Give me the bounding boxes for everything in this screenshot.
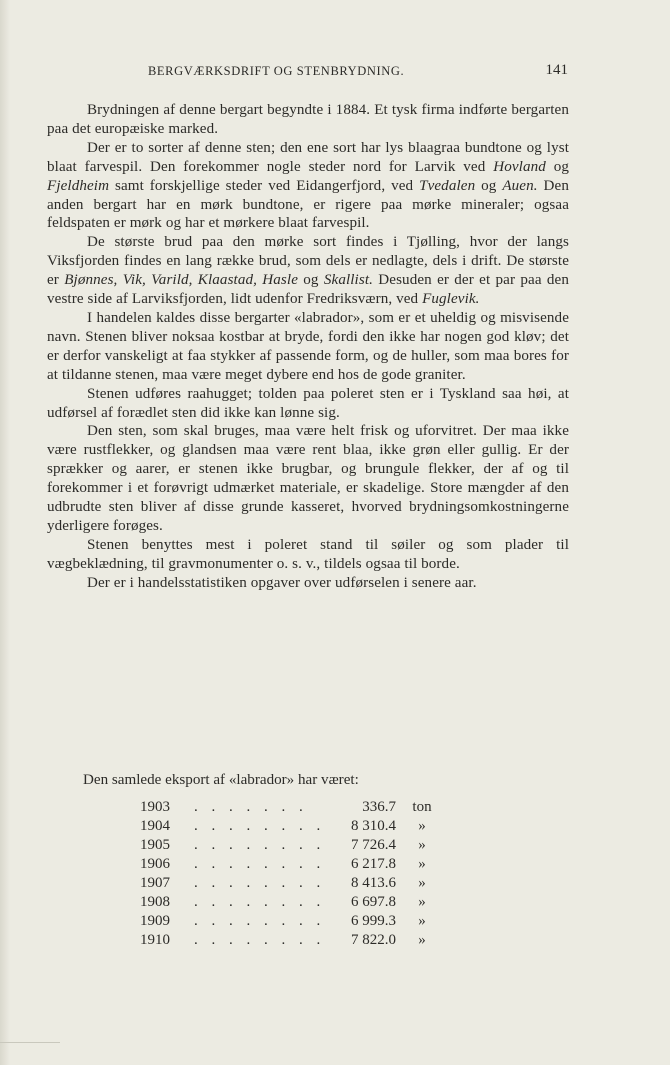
paragraph-text: Den sten, som skal bruges, maa være helt frisk og uforvitret. Der maa ikke være rustflekker, og glandsen maa være rent blaa, ikke grøn eller gullig. Er der sprækker og aarer, er stenen ikke brugbar, og brungule flekker, der af og til forekommer i et forøvrigt udmærket materiale, er skadelige. Store mængder af den udbrudte sten bliver af disse grunde kasseret, hvorved brydningsomkostningerne yderligere forøges. — [47, 423, 569, 534]
dot-leader: . . . . . . . . — [194, 913, 326, 929]
table-row — [140, 855, 442, 874]
value-cell: 6 697.8 — [351, 894, 396, 910]
page-binding-edge — [0, 0, 10, 1065]
paragraph-text: I handelen kaldes disse bergarter «labrador», som er et uheldig og misvisende navn. Stenen bliver noksaa kostbar at bryde, fordi den ikke har nogen god kløv; det er derfor vanskeligt at faa stykker af passende form, og de huller, som maa bores for at tildanne stenen, maa være meget dybere end hos de gode graniter. — [47, 309, 569, 383]
value-cell: 6 999.3 — [351, 913, 396, 929]
place-name: Skallist. — [323, 272, 373, 289]
paragraph-text: De største brud paa den mørke sort findes i Tjølling, hvor der langs Viksfjorden findes en lang række brud, som dels er nedlagte, dels i drift. De største er — [47, 234, 569, 289]
year-cell: 1905 — [140, 837, 170, 853]
year-cell: 1907 — [140, 875, 170, 891]
year-cell: 1906 — [140, 856, 170, 872]
table-row — [140, 817, 442, 836]
table-row — [140, 893, 442, 912]
value-cell: 7 822.0 — [351, 932, 396, 948]
value-cell: 8 413.6 — [351, 875, 396, 891]
export-table — [140, 798, 442, 950]
unit-cell: » — [418, 875, 426, 891]
paragraph-text: Den anden bergart har en mørk bundtone, er rigere paa mørke mineraler; ogsaa feldspaten er mørk og har et mørkere blaat farvespil. — [47, 177, 569, 232]
paragraph-text: Der er to sorter af denne sten; den ene sort har lys blaagraa bundtone og lyst blaat farvespil. Den forekommer nogle steder nord for Larvik ved — [47, 139, 569, 175]
table-row — [140, 931, 442, 950]
page-edge-mark — [0, 1042, 60, 1043]
dot-leader: . . . . . . . — [194, 799, 308, 815]
dot-leader: . . . . . . . . — [194, 837, 326, 853]
place-name: Bjønnes, Vik, Varild, Klaastad, Hasle — [64, 272, 298, 289]
paragraph-text: Brydningen af denne bergart begyndte i 1884. Et tysk firma indførte bergarten paa det europæiske marked. — [47, 102, 569, 137]
place-name: Fuglevik. — [422, 291, 480, 308]
paragraph-text: Stenen udføres raahugget; tolden paa poleret sten er i Tyskland saa høi, at udførsel af forædlet sten did ikke kan lønne sig. — [47, 385, 569, 421]
paragraph-text: og — [475, 177, 503, 194]
running-title: BERGVÆRKSDRIFT OG STENBRYDNING. — [148, 64, 405, 78]
table-row — [140, 912, 442, 931]
unit-cell: » — [418, 894, 426, 910]
dot-leader: . . . . . . . . — [194, 875, 326, 891]
paragraph — [47, 101, 569, 139]
paragraph — [47, 536, 569, 574]
dot-leader: . . . . . . . . — [194, 894, 326, 910]
place-name: Hovland — [493, 158, 546, 175]
unit-cell: » — [418, 913, 426, 929]
running-head — [148, 64, 568, 84]
value-cell: 8 310.4 — [351, 818, 396, 834]
paragraph — [47, 309, 569, 385]
dot-leader: . . . . . . . . — [194, 856, 326, 872]
paragraph-text: Desuden er der et par paa den vestre side af Larviksfjorden, lidt udenfor Fredriksværn, ved — [47, 272, 569, 308]
paragraph-text: og — [298, 272, 324, 289]
table-intro: Den samlede eksport af «labrador» har været: — [83, 772, 359, 788]
page-number: 141 — [545, 62, 568, 78]
unit-cell: » — [418, 932, 426, 948]
unit-cell: ton — [412, 799, 432, 815]
paragraph — [47, 574, 569, 593]
table-row — [140, 798, 442, 817]
paragraph-text: samt forskjellige steder ved Eidangerfjord, ved — [109, 177, 420, 194]
year-cell: 1910 — [140, 932, 170, 948]
paragraph-text: Der er i handelsstatistiken opgaver over udførselen i senere aar. — [87, 574, 477, 591]
year-cell: 1903 — [140, 799, 170, 815]
paragraph — [47, 139, 569, 234]
place-name: Auen. — [502, 177, 538, 194]
table-row — [140, 874, 442, 893]
dot-leader: . . . . . . . . — [194, 818, 326, 834]
value-cell: 336.7 — [362, 799, 396, 815]
year-cell: 1909 — [140, 913, 170, 929]
place-name: Tvedalen — [419, 177, 476, 194]
unit-cell: » — [418, 856, 426, 872]
paragraph-text: Stenen benyttes mest i poleret stand til søiler og som plader til vægbeklædning, til gravmonumenter o. s. v., tildels ogsaa til borde. — [47, 536, 569, 572]
year-cell: 1908 — [140, 894, 170, 910]
dot-leader: . . . . . . . . — [194, 932, 326, 948]
paragraph — [47, 385, 569, 423]
place-name: Fjeldheim — [47, 177, 110, 194]
year-cell: 1904 — [140, 818, 170, 834]
paragraph — [47, 233, 569, 309]
value-cell: 6 217.8 — [351, 856, 396, 872]
unit-cell: » — [418, 837, 426, 853]
unit-cell: » — [418, 818, 426, 834]
table-row — [140, 836, 442, 855]
paragraph — [47, 422, 569, 535]
value-cell: 7 726.4 — [351, 837, 396, 853]
body-text — [47, 101, 569, 593]
paragraph-text: og — [545, 158, 570, 175]
